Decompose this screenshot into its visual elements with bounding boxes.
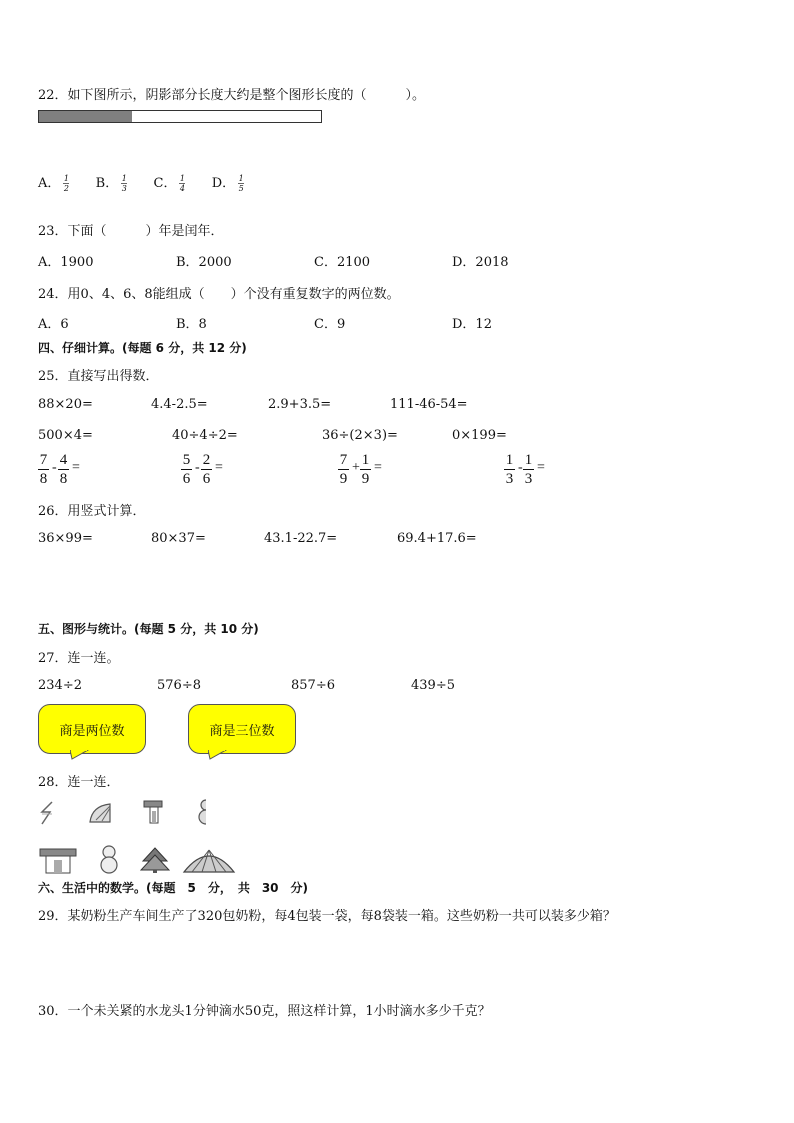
question-25: 25．直接写出得数． — [38, 369, 159, 384]
section-5-title: 五、图形与统计。(每题 5 分，共 10 分) — [38, 622, 259, 636]
option-label: B． — [95, 176, 119, 191]
q22-option-c[interactable] — [154, 176, 190, 191]
tree-icon[interactable] — [140, 846, 170, 874]
numerator: 1 — [63, 174, 69, 183]
operator: - — [518, 460, 523, 475]
half-lightning-icon[interactable] — [38, 800, 58, 826]
q23-option-d[interactable]: D．2018 — [452, 255, 509, 270]
fraction: 7 9 — [339, 452, 348, 487]
numerator: 1 — [121, 174, 127, 183]
q24-option-c[interactable]: C．9 — [314, 317, 346, 332]
equals-sign: = — [215, 460, 223, 475]
q24-option-a[interactable]: A．6 — [38, 317, 69, 332]
denominator: 3 — [121, 184, 127, 193]
option-label: D． — [211, 176, 236, 191]
fraction: 7 8 — [39, 452, 48, 487]
q22-option-b[interactable] — [96, 176, 132, 191]
q24-option-d[interactable]: D．12 — [452, 317, 492, 332]
calc-40/4/2: 40÷4÷2= — [172, 428, 238, 443]
division-857/6[interactable]: 857÷6 — [291, 678, 335, 693]
option-label: A． — [38, 176, 61, 191]
q22-option-d[interactable] — [212, 176, 244, 191]
fraction: 4 8 — [59, 452, 68, 487]
numerator: 1 — [179, 174, 186, 183]
fraction: 1 3 — [505, 452, 514, 487]
operator: - — [52, 460, 57, 475]
fraction: 2 6 — [202, 452, 211, 487]
umbrella-icon[interactable] — [182, 848, 236, 874]
denominator: 4 — [179, 184, 186, 193]
fraction — [121, 174, 127, 193]
callout-tail-right — [208, 750, 228, 760]
fraction: 5 6 — [182, 452, 191, 487]
calc-0x199: 0×199= — [452, 428, 507, 443]
numerator: 1 — [238, 174, 244, 183]
denominator: 2 — [63, 184, 69, 193]
option-label: C． — [153, 176, 177, 191]
fraction: 1 3 — [524, 452, 533, 487]
calc-111-46-54: 111-46-54= — [390, 397, 468, 412]
callout-three-digit-quotient[interactable]: 商是三位数 — [188, 704, 296, 754]
half-snowman-icon[interactable] — [194, 798, 212, 828]
question-24: 24．用0、4、6、8能组成（ ）个没有重复数字的两位数。 — [38, 287, 400, 302]
calc-36x99: 36×99= — [38, 531, 93, 546]
q23-option-a[interactable]: A．1900 — [38, 255, 94, 270]
question-22: 22．如下图所示，阴影部分长度大约是整个图形长度的（ ）。 — [38, 88, 426, 103]
fraction — [63, 174, 69, 193]
calc-88x20: 88×20= — [38, 397, 93, 412]
division-439/5[interactable]: 439÷5 — [411, 678, 455, 693]
fraction: 1 9 — [361, 452, 370, 487]
half-umbrella-icon[interactable] — [86, 800, 114, 826]
q22-option-a[interactable] — [38, 176, 74, 191]
question-28: 28．连一连． — [38, 775, 120, 790]
q22-options — [38, 172, 244, 193]
house-icon[interactable] — [38, 845, 78, 875]
calc-500x4: 500×4= — [38, 428, 93, 443]
section-4-title: 四、仔细计算。(每题 6 分，共 12 分) — [38, 341, 247, 355]
fraction — [238, 174, 244, 193]
denominator: 5 — [238, 184, 244, 193]
division-576/8[interactable]: 576÷8 — [157, 678, 201, 693]
question-26: 26．用竖式计算． — [38, 504, 146, 519]
calc-2.9+3.5: 2.9+3.5= — [268, 397, 332, 412]
section-6-title: 六、生活中的数学。(每题 5 分， 共 30 分) — [38, 881, 309, 895]
question-30: 30．一个未关紧的水龙头1分钟滴水50克，照这样计算，1小时滴水多少千克？ — [38, 1004, 491, 1019]
callout-tail-left — [70, 750, 90, 760]
equals-sign: = — [72, 460, 80, 475]
division-234/2[interactable]: 234÷2 — [38, 678, 82, 693]
q23-option-b[interactable]: B．2000 — [176, 255, 232, 270]
equals-sign: = — [537, 460, 545, 475]
question-27: 27．连一连。 — [38, 651, 120, 666]
calc-43.1-22.7: 43.1-22.7= — [264, 531, 338, 546]
q23-option-c[interactable]: C．2100 — [314, 255, 371, 270]
operator: + — [352, 460, 360, 475]
q24-option-b[interactable]: B．8 — [176, 317, 207, 332]
equals-sign: = — [374, 460, 382, 475]
calc-80x37: 80×37= — [151, 531, 206, 546]
calc-4.4-2.5: 4.4-2.5= — [151, 397, 208, 412]
shaded-bar-figure — [38, 110, 322, 123]
calc-69.4+17.6: 69.4+17.6= — [397, 531, 477, 546]
operator: - — [195, 460, 200, 475]
calc-36/(2x3): 36÷(2×3)= — [322, 428, 398, 443]
question-29: 29．某奶粉生产车间生产了320包奶粉，每4包装一袋，每8袋装一箱。这些奶粉一共可以装多少箱？ — [38, 909, 616, 924]
snowman-icon[interactable] — [96, 843, 122, 875]
shaded-portion — [39, 111, 132, 122]
half-house-icon[interactable] — [140, 798, 164, 826]
fraction — [179, 174, 185, 193]
callout-two-digit-quotient[interactable]: 商是两位数 — [38, 704, 146, 754]
question-23: 23．下面（ ）年是闰年． — [38, 224, 224, 239]
